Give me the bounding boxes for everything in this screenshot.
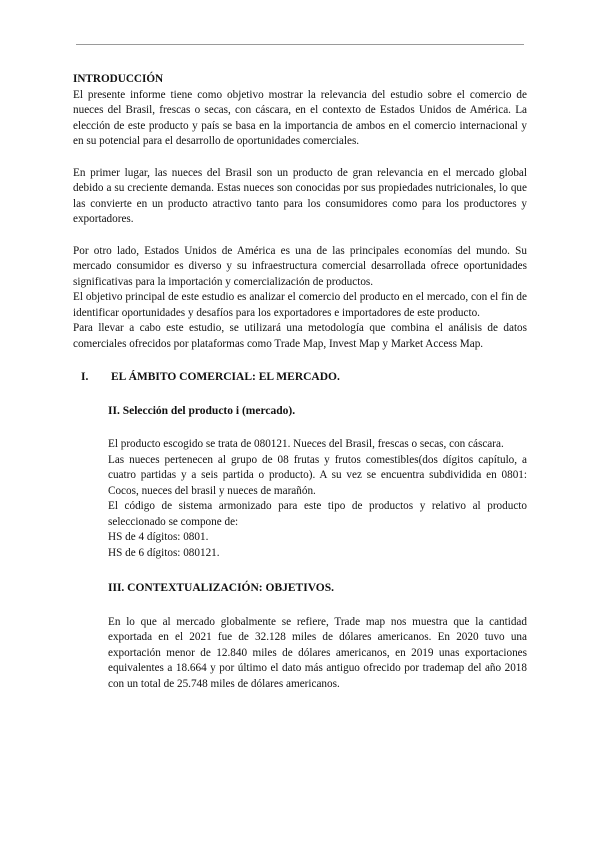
subsection-2 [73, 404, 527, 693]
subsection-3-title: III. CONTEXTUALIZACIÓN: OBJETIVOS. [108, 582, 334, 594]
hs4-line: HS de 4 dígitos: 0801. [108, 531, 209, 543]
header-rule [76, 44, 524, 45]
intro-paragraph-1: El presente informe tiene como objetivo mostrar la relevancia del estudio sobre el comercio de nueces del Brasil, frescas o secas, con cáscara, en el contexto de Estados Unidos de América. La elección de este producto y país se basa en la importancia de ambos en el comercio internacional y en su potencial para el desarrollo de oportunidades comerciales. [73, 88, 527, 147]
intro-paragraph-5: Para llevar a cabo este estudio, se utilizará una metodología que combina el análisis de datos comerciales ofrecidos por plataformas como Trade Map, Invest Map y Market Access Map. [73, 322, 527, 350]
intro-paragraph-2: En primer lugar, las nueces del Brasil son un producto de gran relevancia en el mercado global debido a su creciente demanda. Estas nueces son conocidas por sus propiedades nutricionales, lo que las convierte en un producto atractivo tanto para los consumidores como para los productores y exportadores. [73, 166, 527, 225]
subsection-3-paragraph: En lo que al mercado globalmente se refiere, Trade map nos muestra que la cantidad exportada en el 2021 fue de 32.128 miles de dólares americanos. En 2020 tuvo una exportación menor de 12.840 miles de dólares americanos, en 2019 unas exportaciones equivalentes a 18.664 y por último el dato más antiguo ofrecido por trademap del año 2018 con un total de 25.748 miles de dólares americanos. [108, 615, 527, 690]
intro-heading: INTRODUCCIÓN [73, 73, 164, 85]
product-line: El producto escogido se trata de 080121. Nueces del Brasil, frescas o secas, con cáscara. [108, 438, 504, 450]
section-number: I. [81, 371, 89, 383]
group-line: Las nueces pertenecen al grupo de 08 frutas y frutos comestibles(dos dígitos capítulo, a cuatro partidas y a seis partida o producto). A su vez se encuentra subdividida en 0801: Cocos, nueces del brasil y nueces de marañón. [108, 453, 527, 497]
document-page [73, 72, 527, 692]
code-line: El código de sistema armonizado para este tipo de productos y relativo al producto seleccionado se compone de: [108, 500, 527, 528]
hs6-line: HS de 6 dígitos: 080121. [108, 546, 220, 559]
subsection-2-title: II. Selección del producto i (mercado). [108, 404, 296, 417]
section-heading [73, 370, 527, 386]
intro-paragraph-4: El objetivo principal de este estudio es analizar el comercio del producto en el mercado, con el fin de identificar oportunidades y desafíos para los exportadores e importadores de este producto. [73, 291, 527, 319]
section-title: EL ÁMBITO COMERCIAL: EL MERCADO. [111, 371, 340, 383]
intro-paragraph-3: Por otro lado, Estados Unidos de América es una de las principales economías del mundo. Su mercado consumidor es diverso y su infraestructura comercial desarrollada ofrece oportunidades significativas para la importación y comercialización de productos. [73, 244, 527, 288]
